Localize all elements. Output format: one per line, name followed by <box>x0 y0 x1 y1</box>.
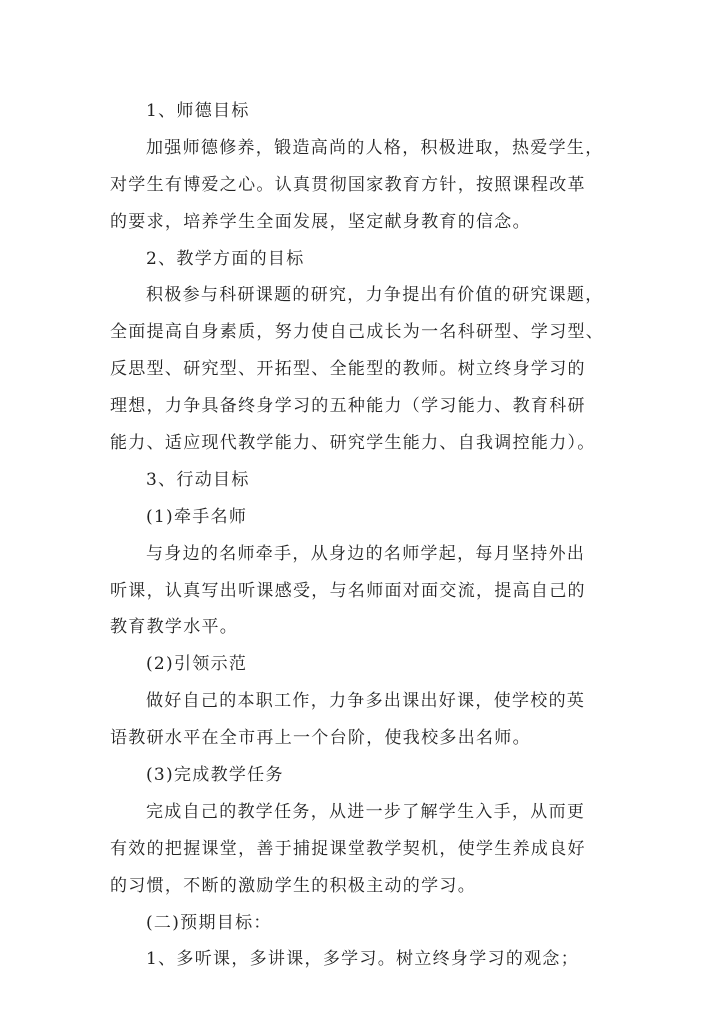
text-line: 做好自己的本职工作，力争多出课出好课，使学校的英 <box>146 691 586 712</box>
text-line: 与身边的名师牵手，从身边的名师学起，每月坚持外出 <box>146 543 586 564</box>
text-line: 听课，认真写出听课感受，与名师面对面交流，提高自己的 <box>110 580 586 601</box>
text-line: 的习惯，不断的激励学生的积极主动的学习。 <box>110 875 476 896</box>
text-line: (二)预期目标： <box>146 912 272 933</box>
text-line: 加强师德修养，锻造高尚的人格，积极进取，热爱学生， <box>146 137 604 158</box>
text-line: (2)引领示范 <box>146 654 248 675</box>
text-line: 理想，力争具备终身学习的五种能力（学习能力、教育科研 <box>110 396 586 417</box>
text-line: 反思型、研究型、开拓型、全能型的教师。树立终身学习的 <box>110 359 586 380</box>
text-line: 1、多听课，多讲课，多学习。树立终身学习的观念； <box>146 949 580 970</box>
text-line: 能力、适应现代教学能力、研究学生能力、自我调控能力）。 <box>110 433 596 454</box>
text-line: 完成自己的教学任务，从进一步了解学生入手，从而更 <box>146 801 586 822</box>
text-line: 全面提高自身素质，努力使自己成长为一名科研型、学习型、 <box>110 322 605 343</box>
text-line: 2、教学方面的目标 <box>146 248 305 269</box>
text-line: 语教研水平在全市再上一个台阶，使我校多出名师。 <box>110 728 531 749</box>
document-body <box>110 93 622 978</box>
text-line: (1)牵手名师 <box>146 506 248 527</box>
text-line: 教育教学水平。 <box>110 617 239 638</box>
text-line: (3)完成教学任务 <box>146 765 284 786</box>
text-line: 对学生有博爱之心。认真贯彻国家教育方针，按照课程改革 <box>110 174 586 195</box>
text-line: 的要求，培养学生全面发展，坚定献身教育的信念。 <box>110 211 531 232</box>
text-line: 1、师德目标 <box>146 101 250 121</box>
text-line: 3、行动目标 <box>146 469 250 490</box>
text-line: 积极参与科研课题的研究，力争提出有价值的研究课题， <box>146 285 604 306</box>
text-line: 有效的把握课堂，善于捕捉课堂教学契机，使学生养成良好 <box>110 838 586 859</box>
